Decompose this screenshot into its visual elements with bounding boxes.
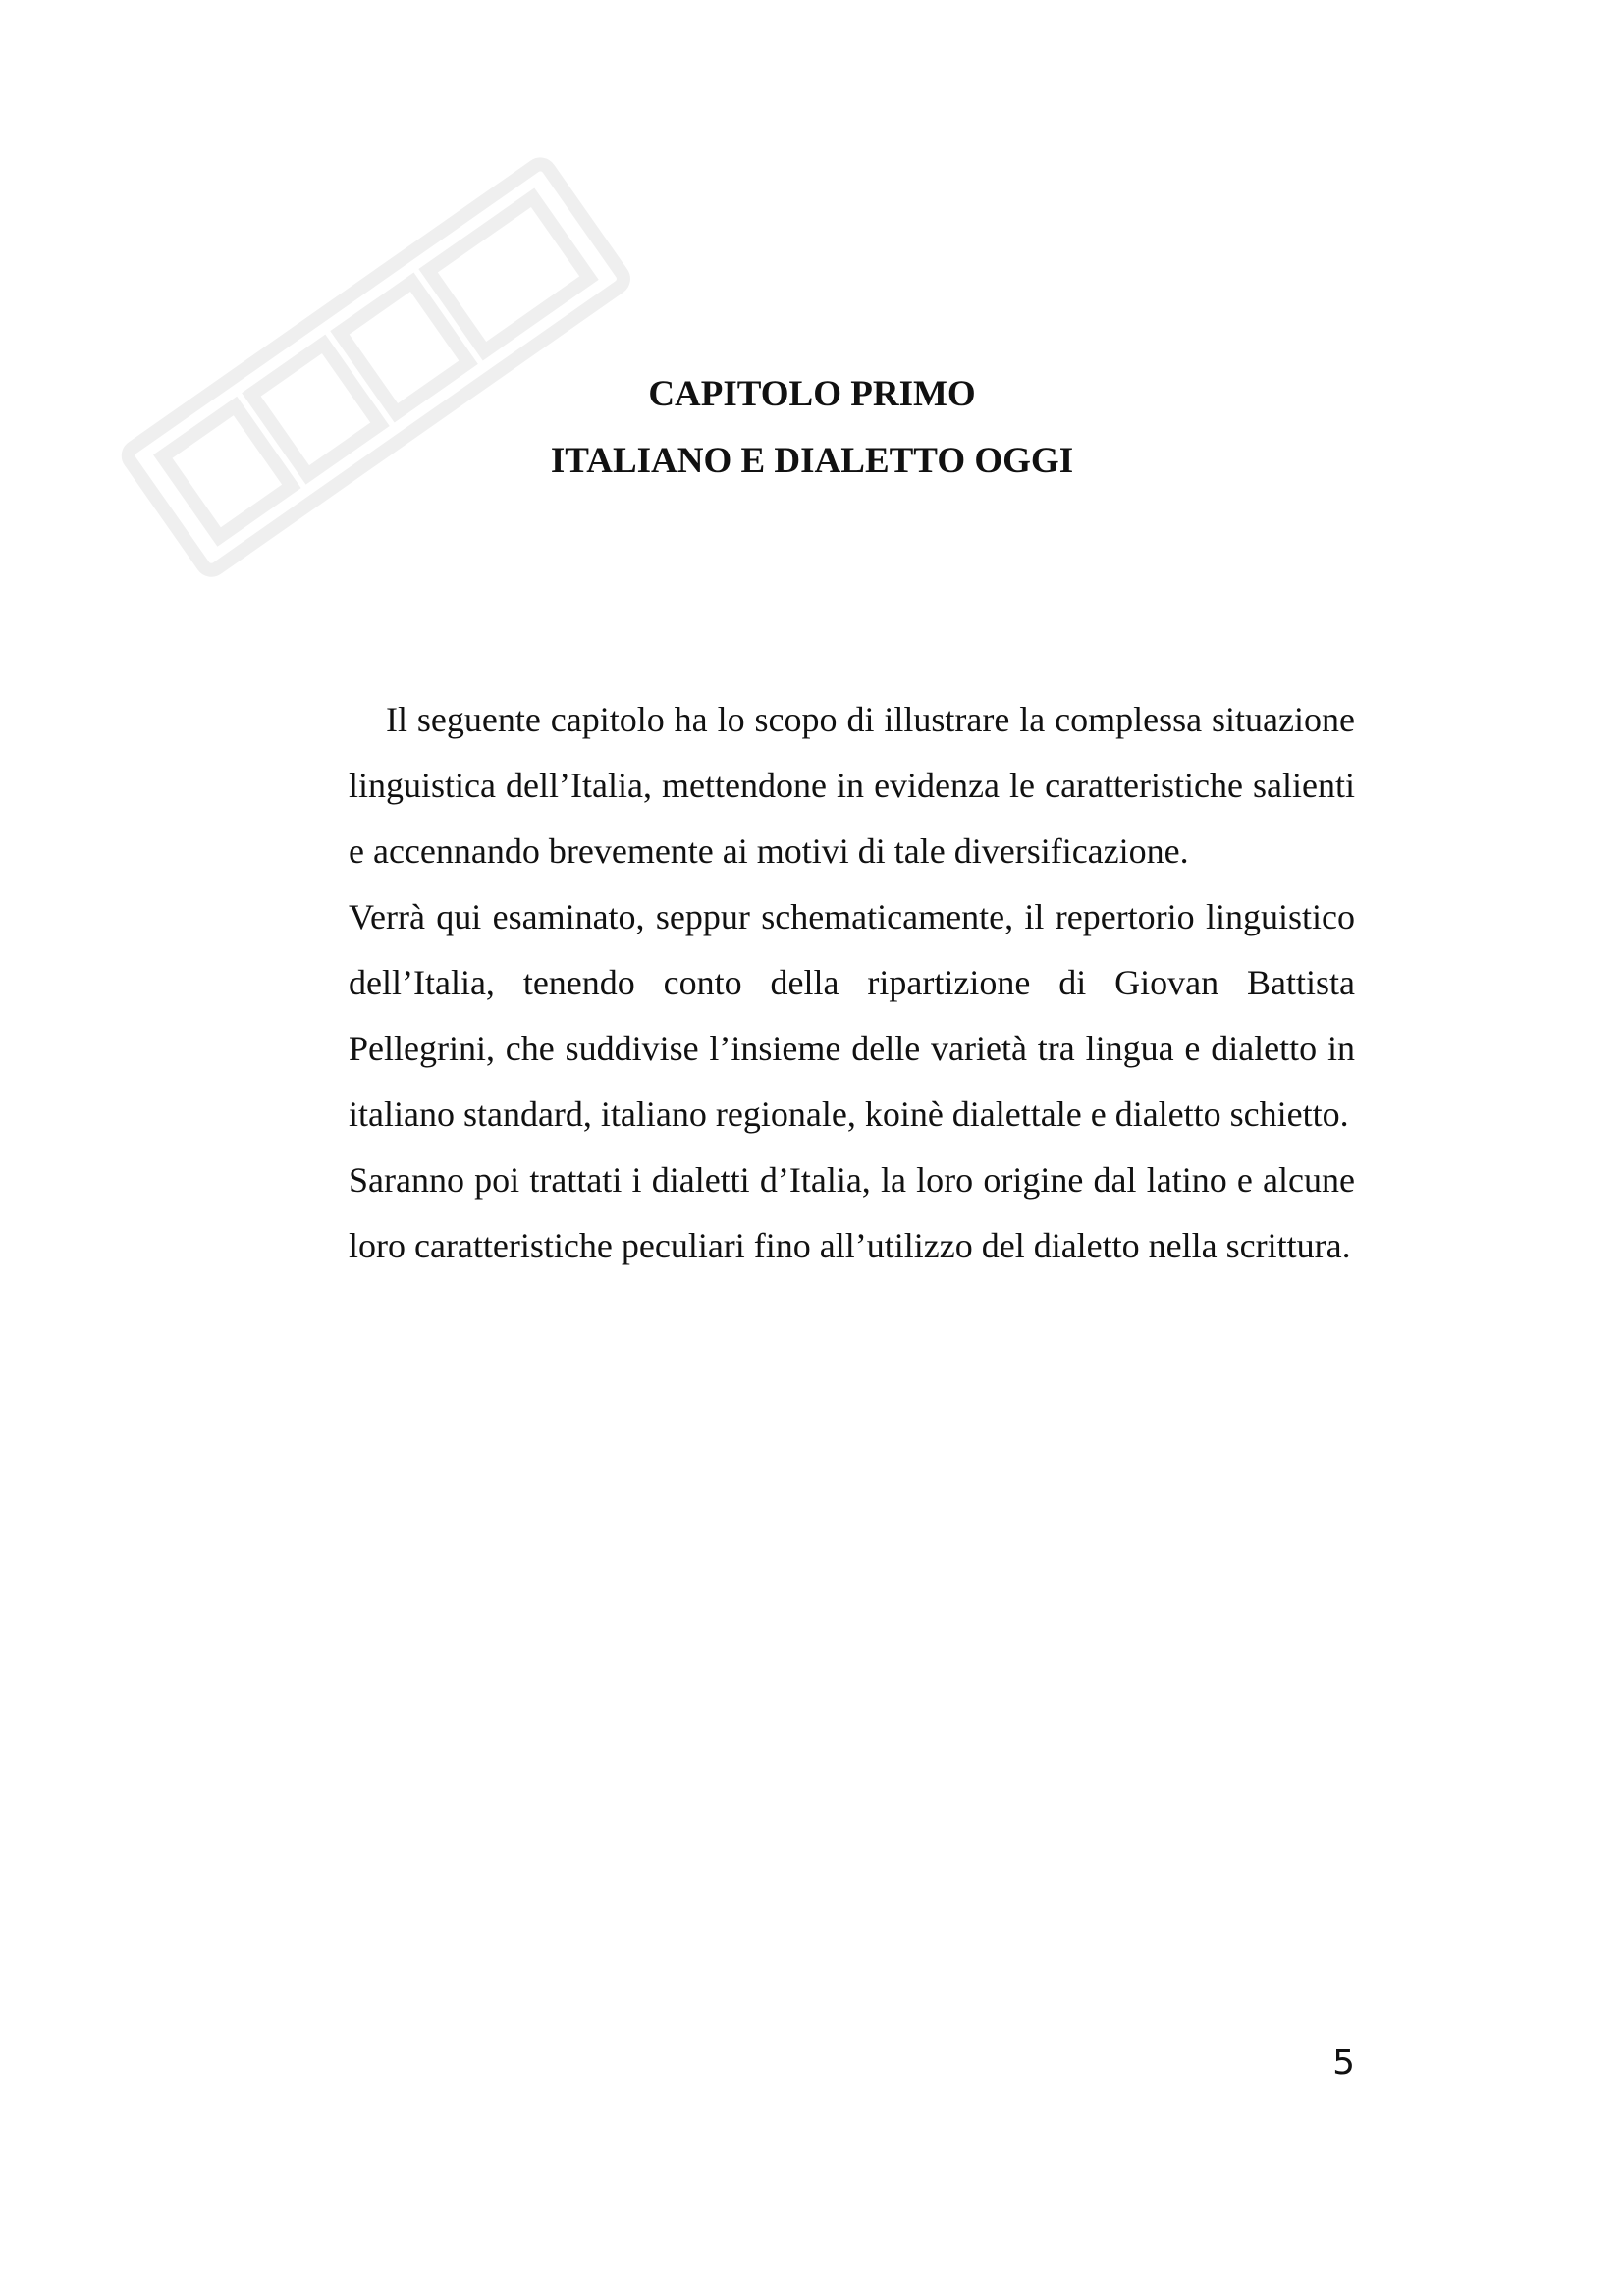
page-number: 5 (1332, 2043, 1355, 2083)
paragraph: Verrà qui esaminato, seppur schematicamente, il repertorio linguistico dell’Italia, tenendo conto della ripartizione di Giovan Battista Pellegrini, che suddivise l’insieme delle varietà tra lingua e dialetto in italiano standard, italiano regionale, koinè dialettale e dialetto schietto. (349, 897, 1355, 1134)
chapter-heading (0, 361, 1624, 495)
body-text (349, 687, 1355, 1279)
paragraph: Saranno poi trattati i dialetti d’Italia, la loro origine dal latino e alcune loro caratteristiche peculiari fino all’utilizzo del dialetto nella scrittura. (349, 1160, 1355, 1265)
chapter-label: CAPITOLO PRIMO (648, 374, 976, 414)
paragraph: Il seguente capitolo ha lo scopo di illustrare la complessa situazione linguistica dell’Italia, mettendone in evidenza le caratteristiche salienti e accennando brevemente ai motivi di tale diversificazione. (349, 700, 1355, 871)
chapter-title: ITALIANO E DIALETTO OGGI (550, 441, 1074, 481)
